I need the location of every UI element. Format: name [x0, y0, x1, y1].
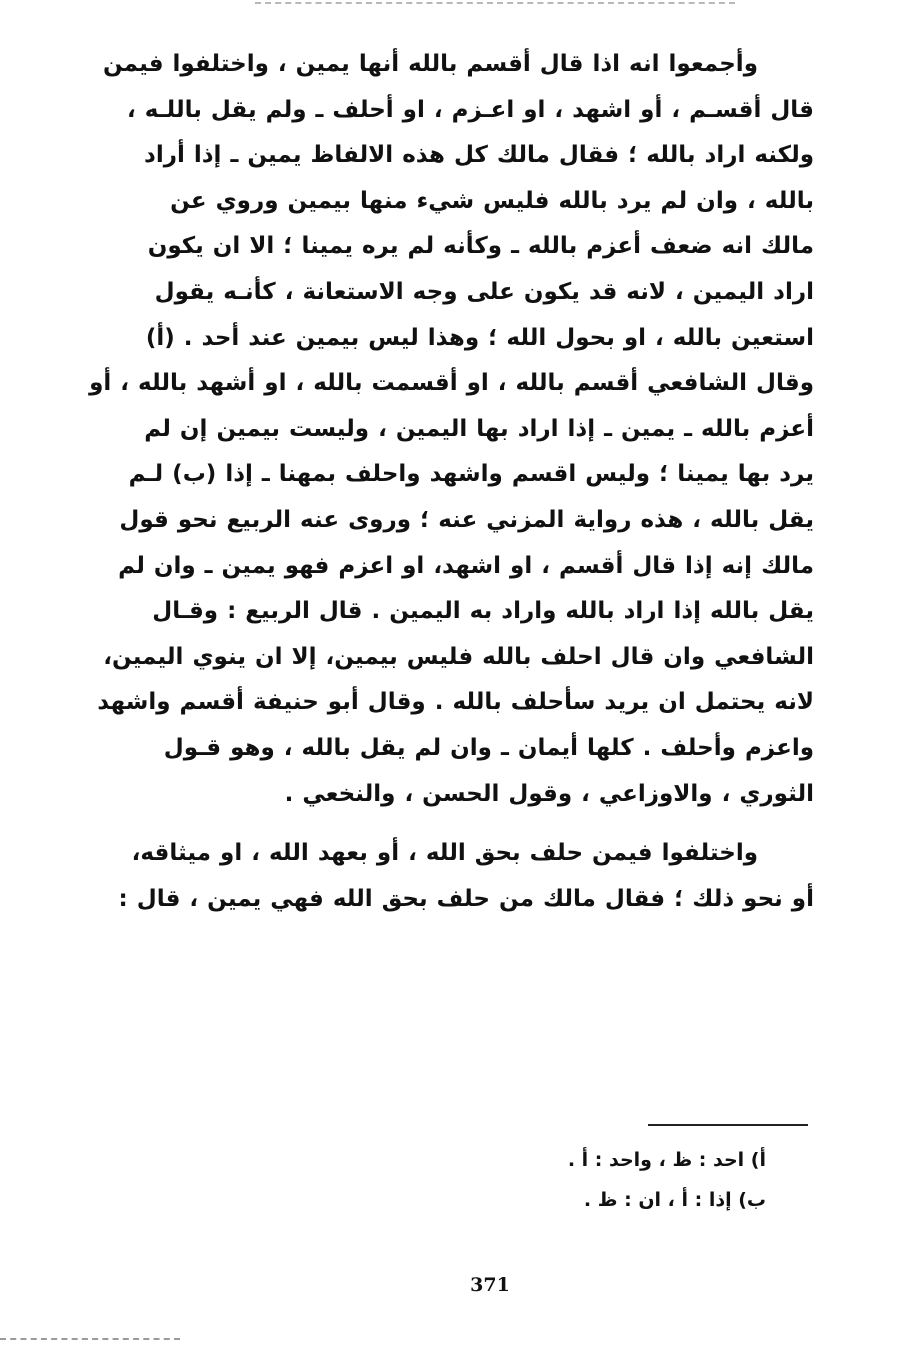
text-line: يقل بالله ، هذه رواية المزني عنه ؛ وروى عنه الربيع نحو قول	[119, 506, 814, 533]
paragraph-2	[118, 831, 814, 922]
text-line: الثوري ، والاوزاعي ، وقول الحسن ، والنخعي .	[284, 780, 814, 807]
text-line: يرد بها يمينا ؛ وليس اقسم واشهد واحلف بمهنا ـ إذا (ب) لـم	[128, 461, 814, 488]
main-text-body	[89, 42, 814, 922]
scan-artifact-top	[255, 2, 735, 4]
text-line: لانه يحتمل ان يريد سأحلف بالله . وقال أبو حنيفة أقسم واشهد	[97, 689, 814, 716]
scan-artifact-bottom	[0, 1338, 180, 1340]
paragraph-spacer	[178, 817, 814, 831]
text-line: اراد اليمين ، لانه قد يكون على وجه الاستعانة ، كأنـه يقول	[154, 278, 814, 305]
text-line: وأجمعوا انه اذا قال أقسم بالله أنها يمين ، واختلفوا فيمن	[102, 51, 758, 77]
page-number: 371	[470, 1274, 510, 1296]
text-line: الشافعي وان قال احلف بالله فليس بيمين، إلا ان ينوي اليمين،	[103, 643, 814, 670]
text-line: مالك انه ضعف أعزم بالله ـ وكأنه لم يره يمينا ؛ الا ان يكون	[147, 233, 814, 260]
text-line: يقل بالله إذا اراد بالله واراد به اليمين . قال الربيع : وقـال	[152, 598, 814, 625]
text-line: واعزم وأحلف . كلها أيمان ـ وان لم يقل بالله ، وهو قـول	[163, 734, 814, 761]
text-line: استعين بالله ، او بحول الله ؛ وهذا ليس بيمين عند أحد . (أ)	[145, 324, 814, 351]
footnote-separator	[648, 1124, 808, 1126]
text-line: واختلفوا فيمن حلف بحق الله ، أو بعهد الله ، او ميثاقه،	[131, 840, 758, 867]
text-line: مالك إنه إذا قال أقسم ، او اشهد، او اعزم فهو يمين ـ وان لم	[118, 552, 814, 579]
text-line: أعزم بالله ـ يمين ـ إذا اراد بها اليمين ، وليست بيمين إن لم	[144, 415, 814, 442]
text-line: ولكنه اراد بالله ؛ فقال مالك كل هذه الالفاظ يمين ـ إذا أراد	[144, 142, 814, 169]
text-line: وقال الشافعي أقسم بالله ، او أقسمت بالله ، او أشهد بالله ، أو	[89, 370, 814, 397]
text-line: بالله ، وان لم يرد بالله فليس شيء منها بيمين وروي عن	[170, 187, 814, 214]
footnotes	[430, 1140, 766, 1220]
text-line: أو نحو ذلك ؛ فقال مالك من حلف بحق الله فهي يمين ، قال :	[118, 885, 814, 912]
footnote-a: أ) احد : ظ ، واحد : أ .	[567, 1149, 766, 1171]
paragraph-1	[89, 42, 814, 817]
footnote-b: ب) إذا : أ ، ان : ظ .	[583, 1189, 766, 1211]
text-line: قال أقسـم ، أو اشهد ، او اعـزم ، او أحلف ـ ولم يقل باللـه ،	[127, 96, 814, 123]
